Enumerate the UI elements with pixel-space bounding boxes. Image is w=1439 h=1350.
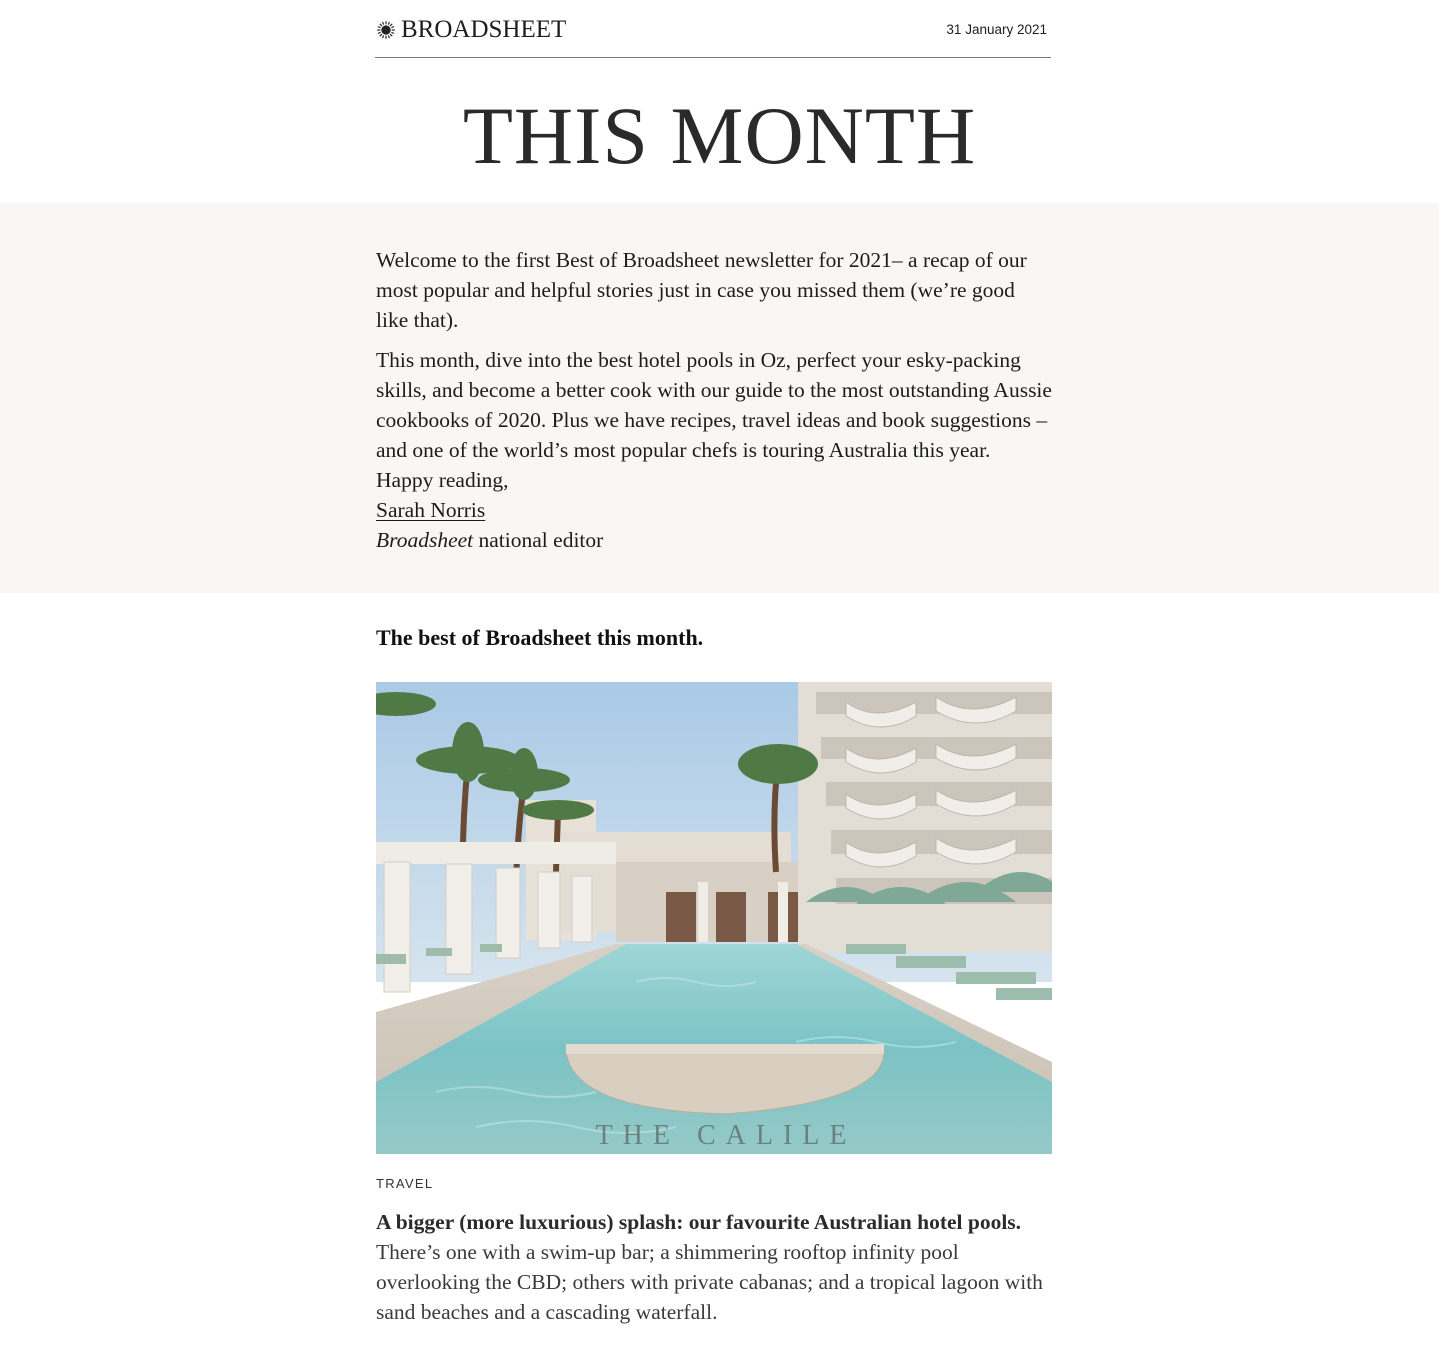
article-title[interactable]: A bigger (more luxurious) splash: our favourite Australian hotel pools. [376, 1210, 1022, 1234]
brand-name: BROADSHEET [401, 16, 567, 43]
brand-sun-icon [377, 21, 395, 39]
pool-lettering: THE CALILE [595, 1120, 857, 1151]
article-category[interactable]: TRAVEL [376, 1176, 434, 1191]
signoff: Happy reading, [376, 468, 509, 492]
author-link[interactable]: Sarah Norris [376, 498, 486, 522]
intro-paragraph-2: This month, dive into the best hotel pools in Oz, perfect your esky-packing skills, and become a better cook with our guide to the most outstanding Aussie cookbooks of 2020. Plus we have recipes, travel ideas and book suggestions – and one of the world’s most popular chefs is touring Australia this year. [376, 348, 1052, 462]
role-publication: Broadsheet [376, 528, 474, 552]
page-title: THIS MONTH [462, 90, 977, 181]
intro-paragraph-1: Welcome to the first Best of Broadsheet newsletter for 2021– a recap of our most popular and helpful stories just in case you missed them (we’re good like that). [376, 248, 1027, 332]
section-heading: The best of Broadsheet this month. [376, 625, 704, 650]
issue-date: 31 January 2021 [946, 22, 1047, 37]
brand-logo[interactable] [377, 16, 566, 44]
article-summary: There’s one with a swim-up bar; a shimmering rooftop infinity pool overlooking the CBD; others with private cabanas; and a tropical lagoon with sand beaches and a cascading waterfall. [376, 1240, 1043, 1324]
article-image[interactable] [376, 682, 1052, 1154]
role-title: national editor [473, 528, 604, 552]
author-role [376, 525, 1052, 555]
masthead [375, 0, 1051, 58]
editor-letter [376, 245, 1052, 555]
